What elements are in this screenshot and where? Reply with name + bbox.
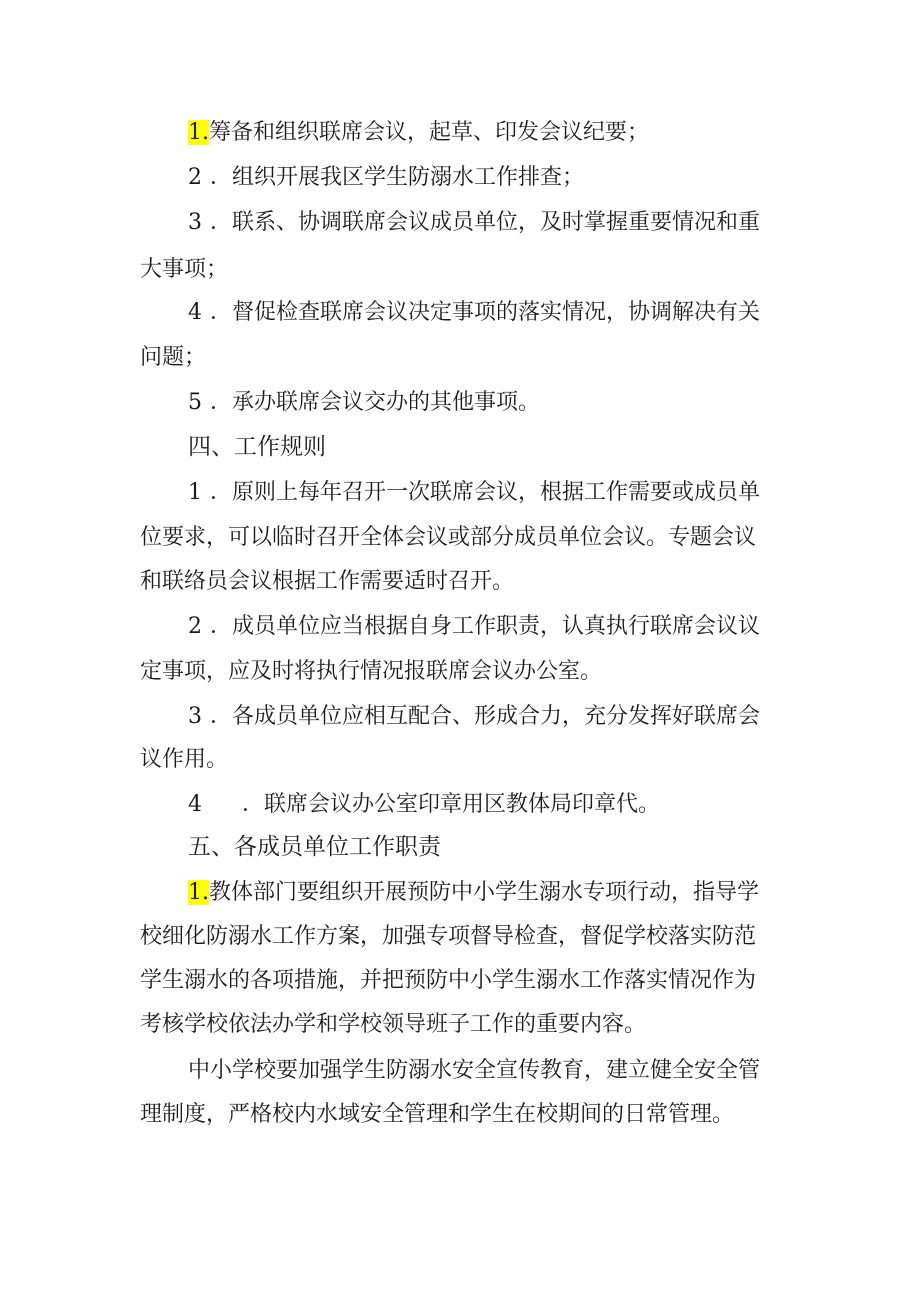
item-4-1-line3: 和联络员会议根据工作需要适时召开。 [140, 569, 515, 594]
item-3-3 [188, 208, 790, 238]
item-text: ．督促检查联席会议决定事项的落实情况，协调解决有关 [210, 300, 761, 325]
item-text-cont: 大事项； [140, 257, 229, 282]
item-text: 筹备和组织联席会议，起草、印发会议纪要； [209, 120, 650, 145]
item-3-1 [188, 118, 790, 148]
item-3-4 [188, 298, 790, 328]
item-5-1-line2: 校细化防溺水工作方案，加强专项督导检查，督促学校落实防范 [140, 924, 757, 949]
item-3-2 [188, 163, 790, 193]
item-number: 1 [188, 480, 202, 505]
item-number-highlighted: 1. [188, 880, 209, 905]
item-text-cont: 问题； [140, 345, 207, 370]
item-number: 4 [188, 792, 202, 817]
item-number: 5 [188, 390, 202, 415]
item-4-3-line2: 议作用。 [140, 747, 229, 772]
item-5-1-line4: 考核学校依法办学和学校领导班子工作的重要内容。 [140, 1012, 647, 1037]
item-text: ．成员单位应当根据自身工作职责，认真执行联席会议议 [210, 614, 761, 639]
item-number: 2 [188, 165, 202, 190]
item-3-3-cont [140, 255, 790, 285]
item-text: ．组织开展我区学生防溺水工作排查； [210, 165, 585, 190]
item-4-4 [188, 790, 790, 820]
item-text: ．联席会议办公室印章用区教体局印章代。 [242, 792, 661, 817]
item-number: 2 [188, 614, 202, 639]
item-number: 4 [188, 300, 202, 325]
item-3-5 [188, 388, 790, 418]
item-4-2-line2: 定事项，应及时将执行情况报联席会议办公室。 [140, 659, 603, 684]
item-4-3 [188, 702, 790, 732]
item-text: ．各成员单位应相互配合、形成合力，充分发挥好联席会 [210, 704, 761, 729]
para-5-2-line1: 中小学校要加强学生防溺水安全宣传教育，建立健全安全管 [188, 1058, 761, 1083]
item-text: ．原则上每年召开一次联席会议，根据工作需要或成员单 [210, 480, 761, 505]
item-text: ．联系、协调联席会议成员单位，及时掌握重要情况和重 [210, 210, 761, 235]
item-number: 3 [188, 704, 202, 729]
item-text: ．承办联席会议交办的其他事项。 [210, 390, 541, 415]
item-4-1-line2: 位要求，可以临时召开全体会议或部分成员单位会议。专题会议 [140, 525, 757, 550]
item-4-1 [188, 478, 790, 508]
item-number: 3 [188, 210, 202, 235]
item-3-4-cont [140, 343, 790, 373]
heading-section-4: 四、工作规则 [188, 434, 326, 460]
para-5-2-line2: 理制度，严格校内水域安全管理和学生在校期间的日常管理。 [140, 1102, 735, 1127]
heading-section-5: 五、各成员单位工作职责 [188, 834, 441, 860]
item-5-1 [188, 878, 790, 908]
item-text: 教体部门要组织开展预防中小学生溺水专项行动，指导学 [209, 880, 760, 905]
item-5-1-line3: 学生溺水的各项措施，并把预防中小学生溺水工作落实情况作为 [140, 968, 757, 993]
item-number-highlighted: 1. [188, 120, 209, 145]
item-4-2 [188, 612, 790, 642]
